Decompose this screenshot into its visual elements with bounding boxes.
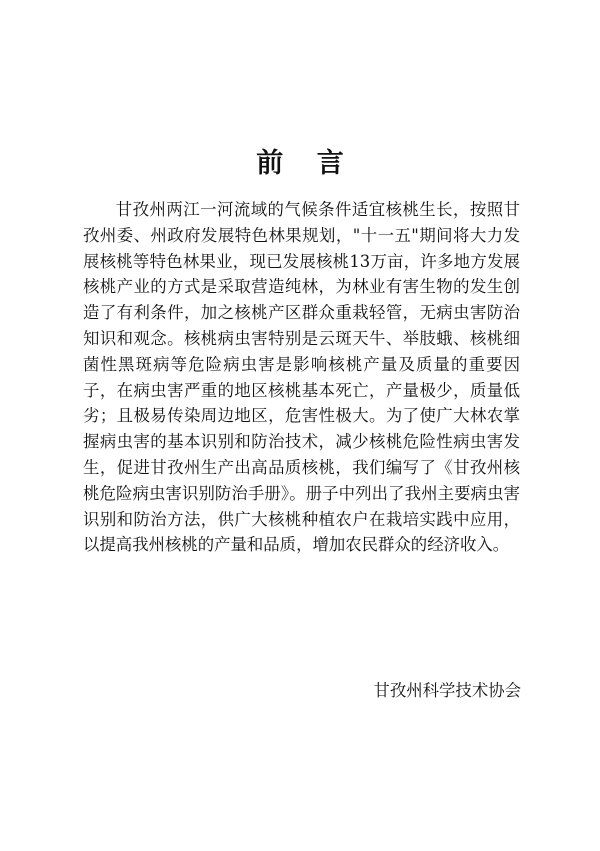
- page-title: 前 言: [256, 148, 356, 180]
- preface-paragraph: 甘孜州两江一河流域的气候条件适宜核桃生长，按照甘孜州委、州政府发展特色林果规划，"十一五"期间将大力发展核桃等特色林果业，现已发展核桃13万亩，许多地方发展核桃产业的方式是采取营造纯林，为林业有害生物的发生创造了有利条件，加之核桃产区群众重栽轻管，无病虫害防治知识和观念。核桃病虫害特别是云斑天牛、举肢蛾、核桃细菌性黑斑病等危险病虫害是影响核桃产量及质量的重要因子，在病虫害严重的地区核桃基本死亡，产量极少，质量低劣；且极易传染周边地区，危害性极大。为了使广大林农掌握病虫害的基本识别和防治技术，减少核桃危险性病虫害发生，促进甘孜州生产出高品质核桃，我们编写了《甘孜州核桃危险病虫害识别防治手册》。册子中列出了我州主要病虫害识别和防治方法，供广大核桃种植农户在栽培实践中应用，以提高我州核桃的产量和品质，增加农民群众的经济收入。: [83, 200, 520, 555]
- author-signature: 甘孜州科学技术协会: [373, 681, 521, 700]
